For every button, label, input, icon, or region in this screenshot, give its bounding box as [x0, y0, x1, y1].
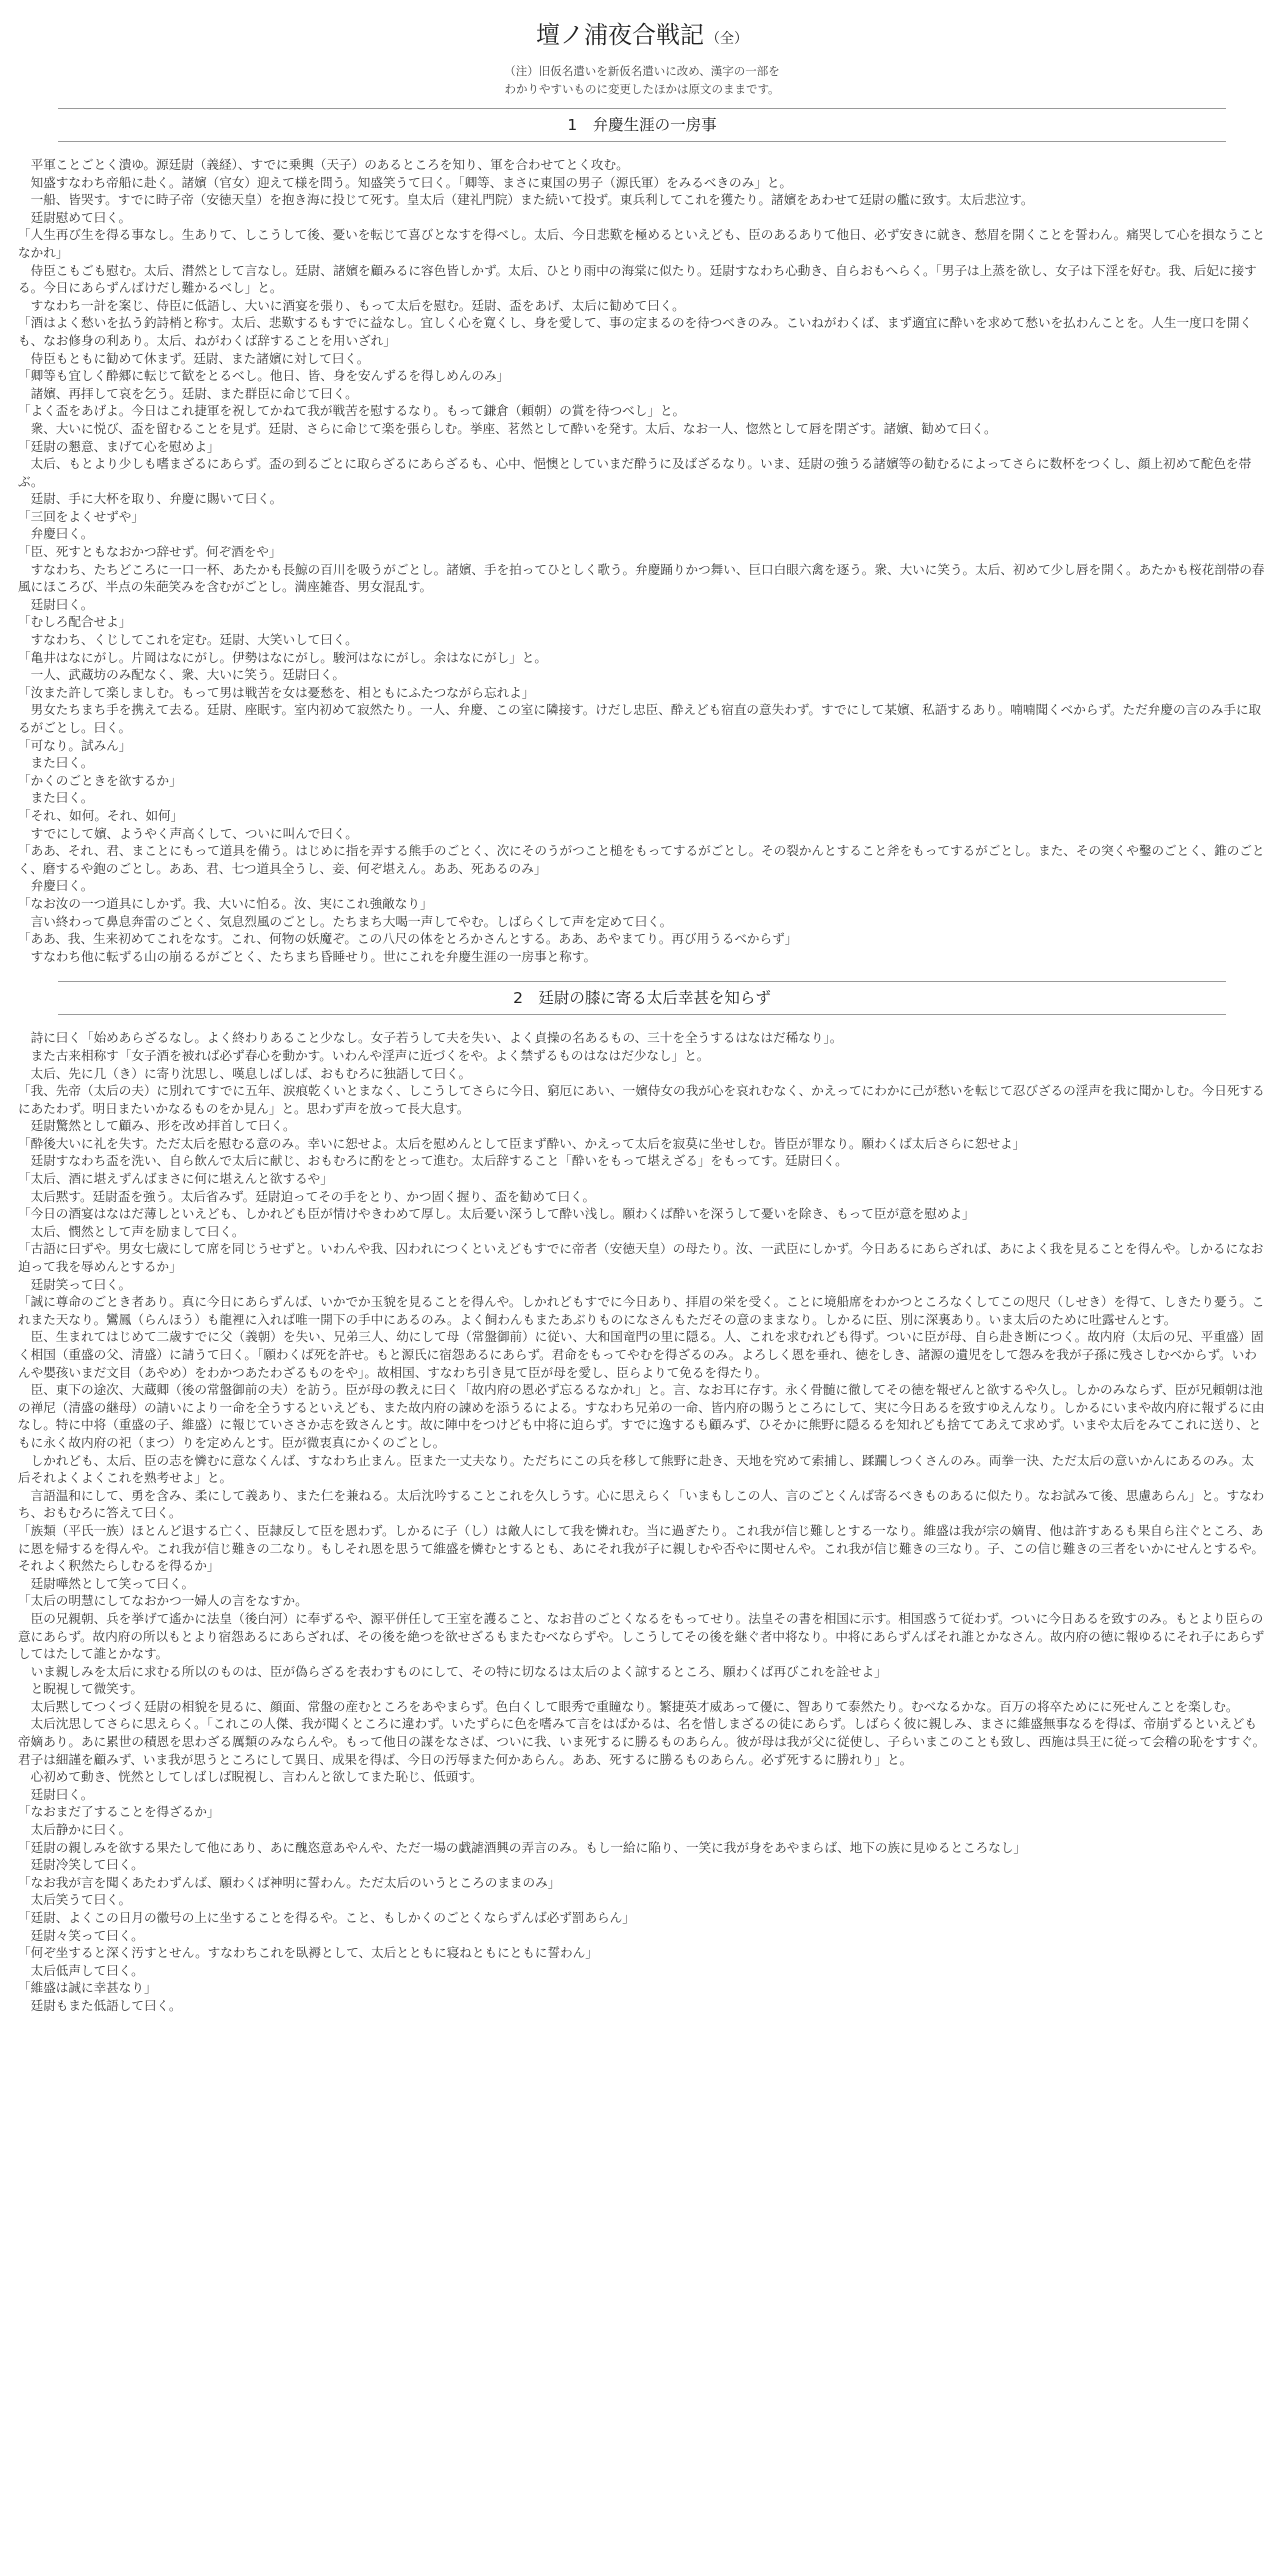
paragraph: 廷尉曰く。: [18, 1786, 94, 1802]
editorial-note: [18, 62, 1266, 98]
paragraph: 廷尉嘩然として笑って曰く。: [18, 1575, 195, 1591]
paragraph: 諸嬪、再拝して哀を乞う。廷尉、また群臣に命じて曰く。: [18, 385, 358, 401]
paragraph: 言語温和にして、勇を含み、柔にして義あり、また仁を兼ねる。太后沈吟することこれを久しうす。心に思えらく「いまもしこの人、言のごとくんば寄るべきものあるに似たり。なお試みて後、思慮あらん」と。すなわち、おもむろに答えて曰く。: [18, 1487, 1265, 1521]
paragraph: 「なおまだ了することを得ざるか」: [18, 1804, 220, 1820]
paragraph: 廷尉もまた低語して曰く。: [18, 1997, 182, 2013]
section-2-body: [18, 1029, 1266, 2014]
paragraph: しかれども、太后、臣の志を憐むに意なくんば、すなわち止まん。臣また一丈夫なり。ただちにこの兵を移して熊野に赴き、天地を究めて索捕し、蹂躙しつくさんのみ。両拳一決、ただ太后の意いかんにあるのみ。太后それよくよくこれを熟考せよ」と。: [18, 1452, 1254, 1486]
paragraph: 太后沈思してさらに思えらく。「これこの人傑、我が聞くところに違わず。いたずらに色を嗜みて言をはばかるは、名を惜しまざるの徒にあらず。しばらく彼に親しみ、まさに維盛無事なるを得ば、帝崩ずるといえども帝嫡あり。あに累世の積恩を思わざる厲類のみならんや。もって他日の謀をなさば、ついに我、いま死するに勝るものあらん。彼が母は我が父に従使し、子らいまこのことも致し、西施は呉王に従って会稽の恥をすすぐ。君子は細謹を顧みず、いま我が思うところにして異日、成果を得ば、今日の汚辱また何かあらん。ああ、死するに勝るものあらん。必ず死するに勝れり」と。: [18, 1716, 1266, 1767]
paragraph: 廷尉、手に大杯を取り、弁慶に賜いて曰く。: [18, 491, 283, 507]
paragraph: 「可なり。試みん」: [18, 737, 132, 753]
paragraph: 臣の兄親朝、兵を挙げて遙かに法皇（後白河）に奉ずるや、源平併任して王室を護ること、なお昔のごとくなるをもってせり。法皇その書を相国に示す。相国惑うて従わず。ついに今日あるを致すのみ。もとより臣らの意にあらず。故内府の所以もとより宿怨あるにあらざれば、その後を絶つを欲せざるもまたむべならずや。しこうしてその後を継ぐ者中将なり。中将にあらずんばそれ誰とかなさん。故内府の徳に報ゆるにそれ子にあらずしてはたして誰とかなす。: [18, 1610, 1265, 1662]
paragraph: 「廷尉の親しみを欲する果たして他にあり、あに醜恣意あやんや、ただ一場の戯謔酒興の弄言のみ。もし一給に陥り、一笑に我が身をあやまらば、地下の族に見ゆるところなし」: [18, 1839, 1027, 1855]
paragraph: すなわち、たちどころに一口一杯、あたかも長鯨の百川を吸うがごとし。諸嬪、手を拍ってひとしく歌う。弁慶踊りかつ舞い、巨口白眼六禽を逐う。衆、大いに笑う。太后、初めて少し唇を開く。あたかも桜花剖帯の春風にほころび、半点の朱葩笑みを含むがごとし。満座雑沓、男女混乱す。: [18, 561, 1265, 595]
paragraph: 「誠に尊命のごとき者あり。真に今日にあらずんば、いかでか玉貌を見ることを得んや。しかれどもすでに今日あり、拝眉の栄を受く。ことに境船席をわかつところなくしてこの咫尺（しせき）を得て、しきたり憂う。これまた天なり。鸞鳳（らんほう）も龍裡に入れば唯一開下の手中にあるのみ。よく飼わんもまたあぶりものになさんもただその意のままなり。しかるに臣、別に深裏あり。いま太后のために吐露せんとす。: [18, 1294, 1265, 1327]
paragraph: いま親しみを太后に求むる所以のものは、臣が偽らざるを表わすものにして、その特に切なるは太后のよく諒するところ、願わくば再びこれを詮せよ」: [18, 1663, 887, 1679]
note-line: わかりやすいものに変更したほかは原文のままです。: [504, 82, 780, 96]
paragraph: 廷尉笑って曰く。: [18, 1276, 132, 1292]
paragraph: また古来相称す「女子酒を被れば必ず春心を動かす。いわんや淫声に近づくをや。よく禁ずるものはなはだ少なし」と。: [18, 1047, 710, 1063]
paragraph: 太后、もとより少しも嗜まざるにあらず。盃の到るごとに取らざるにあらざるも、心中、悒懊としていまだ酔うに及ばざるなり。いま、廷尉の強うる諸嬪等の勧むるによってさらに数杯をつくし、顔上初めて酡色を帯ぶ。: [18, 456, 1252, 489]
paragraph: すなわち、くじしてこれを定む。廷尉、大笑いして曰く。: [18, 632, 358, 648]
divider: [58, 1014, 1226, 1015]
section-1-body: [18, 156, 1266, 965]
paragraph: 「ああ、それ、君、まことにもって道具を備う。はじめに指を弄する熊手のごとく、次にそのうがつこと槌をもってするがごとし。その裂かんとすること斧をもってするがごとし。また、その突くや鑿のごとく、錐のごとく、磨するや鉋のごとし。ああ、君、七つ道具全うし、妾、何ぞ堪えん。ああ、死あるのみ」: [18, 843, 1265, 876]
paragraph: すなわち一計を案じ、侍臣に低語し、大いに酒宴を張り、もって太后を慰む。廷尉、盃をあげ、太后に勧めて曰く。: [18, 297, 685, 313]
paragraph: 「何ぞ坐すると深く汚すとせん。すなわちこれを臥褥として、太后とともに寝ねともにともに誓わん」: [18, 1945, 598, 1961]
section-2-title: 2 廷尉の膝に寄る太后幸甚を知らず: [513, 989, 771, 1008]
paragraph: 「亀井はなにがし。片岡はなにがし。伊勢はなにがし。駿河はなにがし。余はなにがし」と。: [18, 649, 547, 665]
paragraph: 臣、生まれてはじめて二歳すでに父（義朝）を失い、兄弟三人、幼にして母（常盤御前）に従い、大和国竜門の里に隠る。人、これを求むれども得ず。ついに臣が母、自ら赴き断につく。故内府（太后の兄、平重盛）固く相国（重盛の父、清盛）に請うて曰く。「願わくば死を許せ。もと源氏に宿怨あるにあらず。君命をもってやむを得ざるのみ。よろしく恩を垂れ、徳をしき、諸源の遺児をして怨みを我が子孫に残さしむべからず。いわんや嬰孩いまだ文目（あやめ）をわかつあたわざるものをや」。故相国、すなわち引き見て臣が母を愛し、臣らよりて免るを得たり。: [18, 1329, 1264, 1380]
paragraph: 太后静かに曰く。: [18, 1822, 132, 1838]
paragraph: 弁慶曰く。: [18, 878, 94, 894]
paragraph: 「廷尉の懇意、まげて心を慰めよ」: [18, 438, 220, 454]
paragraph: 太后、憫然として声を励まして曰く。: [18, 1223, 245, 1239]
paragraph: 侍臣もともに勧めて休まず。廷尉、また諸嬪に対して曰く。: [18, 350, 370, 366]
paragraph: 廷尉驚然として顧み、形を改め拝首して曰く。: [18, 1118, 296, 1134]
paragraph: 廷尉々笑って曰く。: [18, 1927, 144, 1943]
paragraph: 「太后の明慧にしてなおかつ一婦人の言をなすか。: [18, 1593, 308, 1609]
paragraph: 侍臣こもごも慰む。太后、潸然として言なし。廷尉、諸嬪を顧みるに容色皆しかず。太后、ひとり雨中の海棠に似たり。廷尉すなわち心動き、自らおもへらく。「男子は上蒸を欲し、女子は下淫を好む。我、后妃に接する。今日にあらずんばけだし難かるべし」と。: [18, 262, 1257, 296]
paragraph: 「かくのごときを欲するか」: [18, 772, 182, 788]
paragraph: 太后笑うて曰く。: [18, 1892, 132, 1908]
section-1-title: 1 弁慶生涯の一房事: [567, 116, 717, 134]
title-main: 壇ノ浦夜合戦記: [536, 21, 704, 49]
paragraph: 「酒はよく愁いを払う釣詩梢と称す。太后、悲歎するもすでに益なし。宜しく心を寛くし、身を愛して、事の定まるのを待つべきのみ。こいねがわくば、まず適宜に酔いを求めて愁いを払わんことを。人生一度口を開くも、なお修身の利あり。太后、ねがわくば辞することを用いざれ」: [18, 315, 1253, 348]
paragraph: 詩に曰く「始めあらざるなし。よく終わりあること少なし。女子若うして夫を失い、よく貞操の名あるもの、三十を全うするはなはだ稀なり」。: [18, 1030, 843, 1046]
paragraph: 「卿等も宜しく酔郷に転じて歓をとるべし。他日、皆、身を安んずるを得しめんのみ」: [18, 368, 510, 384]
paragraph: 「ああ、我、生来初めてこれをなす。これ、何物の妖魔ぞ。この八尺の体をとろかさんとする。ああ、あやまてり。再び用うるべからず」: [18, 931, 798, 947]
document-title: [18, 18, 1266, 56]
paragraph: 廷尉曰く。: [18, 596, 94, 612]
divider: [58, 981, 1226, 982]
paragraph: 「よく盃をあげよ。今日はこれ捷軍を祝してかねて我が戦苦を慰するなり。もって鎌倉（頼朝）の賞を待つべし」と。: [18, 403, 686, 419]
paragraph: と睨視して微笑す。: [18, 1681, 143, 1697]
paragraph: すでにして嬪、ようやく声高くして、ついに叫んで曰く。: [18, 825, 358, 841]
paragraph: 心初めて動き、恍然としてしばしば睨視し、言わんと欲してまた恥じ、低頭す。: [18, 1769, 483, 1785]
paragraph: 「酔後大いに礼を失す。ただ太后を慰むる意のみ。幸いに恕せよ。太后を慰めんとして臣まず酔い、かえって太后を寂莫に坐せしむ。皆臣が罪なり。願わくば太后さらに恕せよ」: [18, 1135, 1026, 1151]
paragraph: 太后低声して曰く。: [18, 1962, 144, 1978]
paragraph: 臣、東下の途次、大蔵卿（後の常盤御前の夫）を訪う。臣が母の教えに曰く「故内府の恩必ず忘るるなかれ」と。言、なお耳に存す。永く骨髄に徹してその徳を報ぜんと欲するや久し。しかのみならず、臣が兄頼朝は池の禅尼（清盛の継母）の請いにより一命を全うするといえども、また故内府の諫めを添うるによる。すなわち兄弟の一命、皆内府の賜うところにして、実に今日あるを致すゆえんなり。しかるにいまや故内府に報ずるに由なし。特に中将（重盛の子、維盛）に報じていささか志を致さんとす。故に陣中をつけども中将に迫らず。すでに逸するも顧みず、ひそかに熊野に隠るるを知れども捨ててあえて求めず。いまや太后をみてこれに送り、ともに永く故内府の祀（まつ）りを定めんとす。臣が微衷真にかくのごとし。: [18, 1382, 1265, 1450]
paragraph: 言い終わって鼻息奔雷のごとく、気息烈風のごとし。たちまち大喝一声してやむ。しばらくして声を定めて曰く。: [18, 913, 673, 929]
paragraph: 「今日の酒宴はなはだ薄しといえども、しかれども臣が情けやきわめて厚し。太后憂い深うして酔い浅し。願わくば酔いを深うして憂いを除き、もって臣が意を慰めよ」: [18, 1206, 975, 1222]
paragraph: また曰く。: [18, 790, 94, 806]
paragraph: 廷尉冷笑して曰く。: [18, 1857, 144, 1873]
paragraph: 「汝また許して楽しましむ。もって男は戦苦を女は憂愁を、相ともにふたつながら忘れよ」: [18, 684, 535, 700]
paragraph: 「三回をよくせずや」: [18, 508, 144, 524]
paragraph: 廷尉慰めて曰く。: [18, 209, 132, 225]
paragraph: 「人生再び生を得る事なし。生ありて、しこうして後、憂いを転じて喜びとなすを得べし。太后、今日悲歎を極めるといえども、臣のあるありて他日、必ず安きに就き、愁眉を開くことを誓わん。痛哭して心を損なうことなかれ」: [18, 227, 1265, 260]
paragraph: 弁慶曰く。: [18, 526, 94, 542]
paragraph: 衆、大いに悦び、盃を留むることを見ず。廷尉、さらに命じて楽を張らしむ。挙座、茗然として酔いを発す。太后、なお一人、惚然として唇を閉ざす。諸嬪、勧めて曰く。: [18, 420, 997, 436]
paragraph: 「族類（平氏一族）ほとんど退する亡く、臣隷反して臣を恩わず。しかるに子（し）は敵人にして我を憐れむ。当に過ぎたり。これ我が信じ難しとする一なり。維盛は我が宗の嫡冑、他は許すあるも果自ら注ぐところ、あに恩を帰するを得んや。これ我が信じ難きの二なり。もしそれ恩を思うて維盛を憐むとするとも、あにそれ我が子に親しむや否やに関せんや。これ我が信じ難きの三なり。子、この信じ難きの三者をいかにせんとするや。それよく釈然たらしむるを得るか」: [18, 1522, 1265, 1574]
paragraph: 太后、先に几（き）に寄り沈思し、嘆息しばしば、おもむろに独語して曰く。: [18, 1065, 472, 1081]
paragraph: 「廷尉、よくこの日月の徽号の上に坐することを得るや。こと、もしかくのごとくならずんば必ず罰あらん」: [18, 1910, 635, 1925]
note-line: （注）旧仮名遣いを新仮名遣いに改め、漢字の一部を: [504, 64, 780, 78]
paragraph: 太后黙す。廷尉盃を強う。太后省みず。廷尉迫ってその手をとり、かつ固く握り、盃を勧めて曰く。: [18, 1188, 596, 1204]
paragraph: 「我、先帝（太后の夫）に別れてすでに五年、涙痕乾くいとまなく、しこうしてさらに今日、窮厄にあい、一嬪侍女の我が心を哀れむなく、かえってにわかに己が愁いを転じて忍びざるの淫声を我に聞かしむ。今日死するにあたわず。明日またいかなるものをか見ん」と。思わず声を放って長大息す。: [18, 1083, 1265, 1116]
paragraph: また曰く。: [18, 755, 94, 771]
paragraph: 「維盛は誠に幸甚なり」: [18, 1980, 157, 1996]
paragraph: すなわち他に転ずる山の崩るるがごとく、たちまち昏睡せり。世にこれを弁慶生涯の一房事と称す。: [18, 948, 597, 964]
paragraph: 「むしろ配合せよ」: [18, 614, 132, 630]
paragraph: 「古語に曰ずや。男女七歳にして席を同じうせずと。いわんや我、囚われにつくといえどもすでに帝者（安徳天皇）の母たり。汝、一武臣にしかず。今日あるにあらざれば、あによく我を見ることを得んや。しかるになお迫って我を辱めんとするか」: [18, 1241, 1264, 1275]
paragraph: 平軍ことごとく潰ゆ。源廷尉（義経）、すでに乗輿（天子）のあるところを知り、軍を合わせてとく攻む。: [18, 157, 629, 172]
paragraph: 一人、武蔵坊のみ配なく、衆、大いに笑う。廷尉曰く。: [18, 667, 345, 683]
paragraph: 「なお汝の一つ道具にしかず。我、大いに怕る。汝、実にこれ強敵なり」: [18, 895, 433, 911]
paragraph: 「太后、酒に堪えずんばまさに何に堪えんと欲するや」: [18, 1171, 333, 1187]
paragraph: 廷尉すなわち盃を洗い、自ら飲んで太后に献じ、おもむろに酌をとって進む。太后辞すること「酔いをもって堪えざる」をもってす。廷尉曰く。: [18, 1153, 848, 1169]
paragraph: 知盛すなわち帝船に赴く。諸嬪（官女）迎えて様を問う。知盛笑うて曰く。「卿等、まさに東国の男子（源氏軍）をみるべきのみ」と。: [18, 174, 793, 190]
title-subtitle: （全）: [706, 31, 748, 47]
paragraph: 「臣、死すともなおかつ辞せず。何ぞ酒をや」: [18, 544, 282, 560]
paragraph: 男女たちまち手を携えて去る。廷尉、座眠す。室内初めて寂然たり。一人、弁慶、この室に隣接す。けだし忠臣、酔えども宿直の意失わず。すでにして某嬪、私語するあり。喃喃聞くべからず。ただ弁慶の言のみ手に取るがごとし。曰く。: [18, 702, 1262, 735]
divider: [58, 108, 1226, 109]
divider: [58, 141, 1226, 142]
paragraph: 太后黙してつくづく廷尉の相貌を見るに、顔面、常盤の産むところをあやまらず。色白くして眼秀で重瞳なり。繁捷英才威あって優に、智ありて泰然たり。むべなるかな。百万の将卒ためにに死せんことを楽しむ。: [18, 1698, 1239, 1714]
paragraph: 一船、皆哭す。すでに時子帝（安徳天皇）を抱き海に投じて死す。皇太后（建礼門院）また続いて投ず。東兵利してこれを獲たり。諸嬪をあわせて廷尉の艦に致す。太后悲泣す。: [18, 192, 1034, 208]
paragraph: 「なお我が言を聞くあたわずんば、願わくば神明に誓わん。ただ太后のいうところのままのみ」: [18, 1874, 561, 1890]
paragraph: 「それ、如何。それ、如何」: [18, 807, 184, 823]
